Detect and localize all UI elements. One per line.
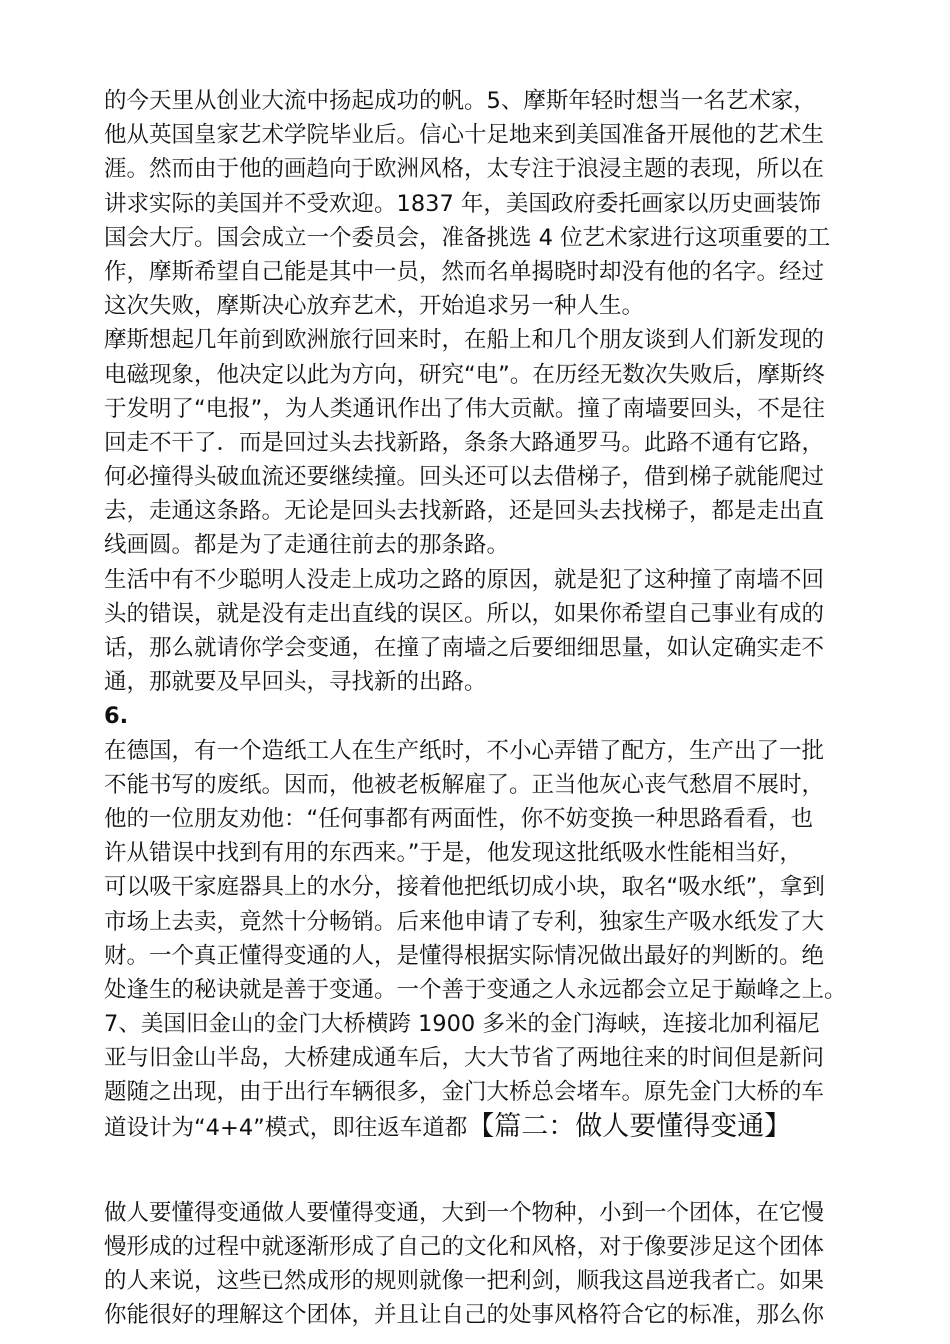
last-line-prefix: 道设计为“4+4”模式，即往返车道都	[104, 1114, 468, 1141]
text-line: 亚与旧金山半岛，大桥建成通车后，大大节省了两地往来的时间但是新问	[104, 1045, 825, 1072]
text-line: 线画圆。都是为了走通往前去的那条路。	[104, 532, 510, 559]
text-line: 的今天里从创业大流中扬起成功的帆。5、摩斯年轻时想当一名艺术家，	[104, 88, 816, 114]
text-line: 作，摩斯希望自己能是其中一员，然而名单揭晓时却没有他的名字。经过	[104, 258, 825, 285]
paragraph-flexibility	[104, 1196, 860, 1333]
text-line: 电磁现象，他决定以此为方向，研究“电”。在历经无数次失败后，摩斯终	[104, 361, 825, 388]
text-line	[104, 1110, 860, 1144]
text-line: 生活中有不少聪明人没走上成功之路的原因，就是犯了这种撞了南墙不回	[104, 566, 825, 593]
text-line: 国会大厅。国会成立一个委员会，准备挑选 4 位艺术家进行这项重要的工	[104, 224, 831, 251]
text-line: 涯。然而由于他的画趋向于欧洲风格，太专注于浪浸主题的表现，所以在	[104, 156, 825, 183]
text-line: 于发明了“电报”，为人类通讯作出了伟大贡献。撞了南墙要回头，不是往	[104, 395, 825, 422]
text-line: 去，走通这条路。无论是回头去找新路，还是回头去找梯子，都是走出直	[104, 498, 825, 525]
text-line: 这次失败，摩斯决心放弃艺术，开始追求另一种人生。	[104, 293, 645, 320]
text-line: 他的一位朋友劝他：“任何事都有两面性，你不妨变换一种思路看看，也	[104, 805, 814, 832]
section-title: 【篇二：做人要懂得变通】	[467, 1110, 792, 1142]
text-line: 许从错误中找到有用的东西来。”于是，他发现这批纸吸水性能相当好，	[104, 840, 802, 867]
text-line: 慢形成的过程中就逐渐形成了自己的文化和风格，对于像要涉足这个团体	[104, 1234, 825, 1260]
paragraph-paper	[104, 734, 860, 1144]
text-line: 市场上去卖，竟然十分畅销。后来他申请了专利，独家生产吸水纸发了大	[104, 908, 825, 935]
text-line: 通，那就要及早回头，寻找新的出路。	[104, 669, 487, 696]
text-line: 财。一个真正懂得变通的人，是懂得根据实际情况做出最好的判断的。绝	[104, 942, 825, 969]
text-line: 他从英国皇家艺术学院毕业后。信心十足地来到美国准备开展他的艺术生	[104, 122, 825, 149]
text-line: 摩斯想起几年前到欧洲旅行回来时，在船上和几个朋友谈到人们新发现的	[104, 327, 825, 354]
text-line: 不能书写的废纸。因而，他被老板解雇了。正当他灰心丧气愁眉不展时，	[104, 771, 825, 798]
text-line: 话，那么就请你学会变通，在撞了南墙之后要细细思量，如认定确实走不	[104, 635, 825, 661]
text-line: 题随之出现，由于出行车辆很多，金门大桥总会堵车。原先金门大桥的车	[104, 1079, 825, 1106]
text-line: 何必撞得头破血流还要继续撞。回头还可以去借梯子，借到梯子就能爬过	[104, 464, 825, 491]
text-line: 7、美国旧金山的金门大桥横跨 1900 多米的金门海峡，连接北加利福尼	[104, 1011, 820, 1038]
text-line: 回走不干了．而是回过头去找新路，条条大路通罗马。此路不通有它路，	[104, 429, 825, 456]
text-line: 的人来说，这些已然成形的规则就像一把利剑，顺我这昌逆我者亡。如果	[104, 1268, 825, 1295]
text-line: 你能很好的理解这个团体，并且让自己的处事风格符合它的标准，那么你	[104, 1302, 825, 1329]
document-page	[104, 84, 860, 1333]
text-line: 讲求实际的美国并不受欢迎。1837 年，美国政府委托画家以历史画装饰	[104, 190, 821, 217]
text-line: 可以吸干家庭器具上的水分，接着他把纸切成小块，取名“吸水纸”，拿到	[104, 874, 825, 901]
paragraph-gap	[104, 1144, 860, 1196]
text-line: 处逢生的秘诀就是善于变通。一个善于变通之人永远都会立足于巅峰之上。	[104, 976, 847, 1003]
section-6-heading: 6.	[104, 703, 129, 730]
paragraph-morse	[104, 84, 860, 699]
text-line: 在德国，有一个造纸工人在生产纸时，不小心弄错了配方，生产出了一批	[104, 737, 825, 764]
text-line: 做人要懂得变通做人要懂得变通，大到一个物种，小到一个团体，在它慢	[104, 1199, 825, 1226]
text-line: 头的错误，就是没有走出直线的误区。所以，如果你希望自己事业有成的	[104, 600, 825, 627]
